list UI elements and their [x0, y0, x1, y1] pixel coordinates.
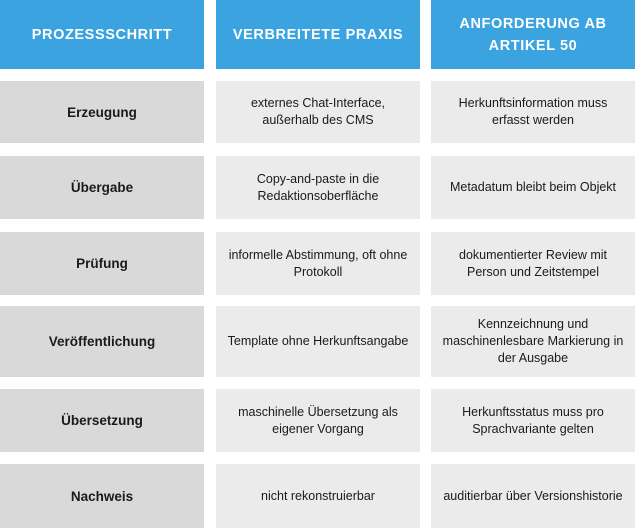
row-step: Erzeugung — [0, 81, 204, 143]
row-practice: externes Chat-Interface, außerhalb des CMS — [216, 81, 420, 143]
header-process-step: PROZESSSCHRITT — [0, 0, 204, 69]
row-requirement: Herkunftsinformation muss erfasst werden — [431, 81, 635, 143]
row-requirement: Metadatum bleibt beim Objekt — [431, 156, 635, 219]
row-practice: Template ohne Herkunftsangabe — [216, 306, 420, 377]
row-practice: Copy-and-paste in die Redaktionsoberfläche — [216, 156, 420, 219]
header-common-practice: VERBREITETE PRAXIS — [216, 0, 420, 69]
row-step: Übergabe — [0, 156, 204, 219]
row-practice: nicht rekonstruierbar — [216, 464, 420, 528]
row-step: Übersetzung — [0, 389, 204, 452]
row-practice: maschinelle Übersetzung als eigener Vorgang — [216, 389, 420, 452]
row-practice: informelle Abstimmung, oft ohne Protokoll — [216, 232, 420, 295]
row-requirement: auditierbar über Versionshistorie — [431, 464, 635, 528]
row-step: Nachweis — [0, 464, 204, 528]
header-requirement: ANFORDERUNG AB ARTIKEL 50 — [431, 0, 635, 69]
row-requirement: dokumentierter Review mit Person und Zeitstempel — [431, 232, 635, 295]
row-requirement: Herkunftsstatus muss pro Sprachvariante gelten — [431, 389, 635, 452]
row-step: Prüfung — [0, 232, 204, 295]
row-step: Veröffentlichung — [0, 306, 204, 377]
row-requirement: Kennzeichnung und maschinenlesbare Markierung in der Ausgabe — [431, 306, 635, 377]
